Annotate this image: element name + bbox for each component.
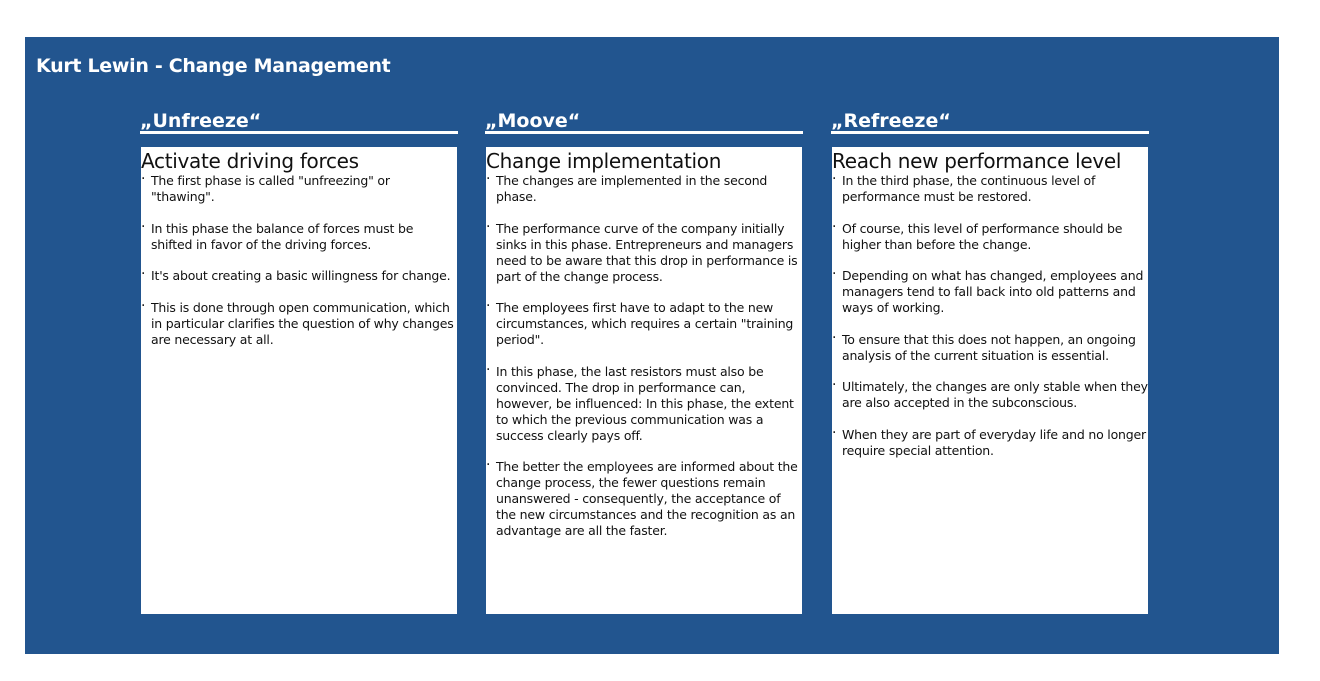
list-item: · When they are part of everyday life and no longer require special attention. [832,427,1148,459]
list-item: · Ultimately, the changes are only stable when they are also accepted in the subconscious. [832,379,1148,411]
list-item: · Of course, this level of performance should be higher than before the change. [832,221,1148,253]
list-item: · The performance curve of the company initially sinks in this phase. Entrepreneurs and managers need to be aware that this drop in performance is part of the change process. [486,221,802,285]
column-unfreeze [140,108,458,347]
phase-card [832,147,1148,614]
phase-card [141,147,457,614]
list-item: · The first phase is called "unfreezing" or "thawing". [141,173,457,205]
bullet-list [486,173,802,539]
list-item: · The employees first have to adapt to the new circumstances, which requires a certain "training period". [486,300,802,348]
list-item: · The better the employees are informed about the change process, the fewer questions remain unanswered - consequently, the acceptance of the new circumstances and the recognition as an advantage are all the faster. [486,459,802,539]
list-item: · To ensure that this does not happen, an ongoing analysis of the current situation is essential. [832,332,1148,364]
column-moove [485,108,803,538]
slide-title: Kurt Lewin - Change Management [36,55,391,77]
phase-title: „Unfreeze“ [140,108,458,134]
phase-card [486,147,802,614]
list-item: · This is done through open communication, which in particular clarifies the question of why changes are necessary at all. [141,300,457,348]
phase-title: „Moove“ [485,108,803,134]
list-item: · The changes are implemented in the second phase. [486,173,802,205]
list-item: · Depending on what has changed, employees and managers tend to fall back into old patterns and ways of working. [832,268,1148,316]
card-heading: Activate driving forces [141,149,359,173]
column-refreeze [831,108,1149,458]
list-item: · It's about creating a basic willingness for change. [141,268,457,284]
list-item: · In the third phase, the continuous level of performance must be restored. [832,173,1148,205]
bullet-list [832,173,1148,459]
list-item: · In this phase, the last resistors must also be convinced. The drop in performance can, however, be influenced: In this phase, the extent to which the previous communication was a success clearly pays off. [486,364,802,444]
card-heading: Change implementation [486,149,722,173]
bullet-list [141,173,457,348]
list-item: · In this phase the balance of forces must be shifted in favor of the driving forces. [141,221,457,253]
card-heading: Reach new performance level [832,149,1122,173]
phase-title: „Refreeze“ [831,108,1149,134]
